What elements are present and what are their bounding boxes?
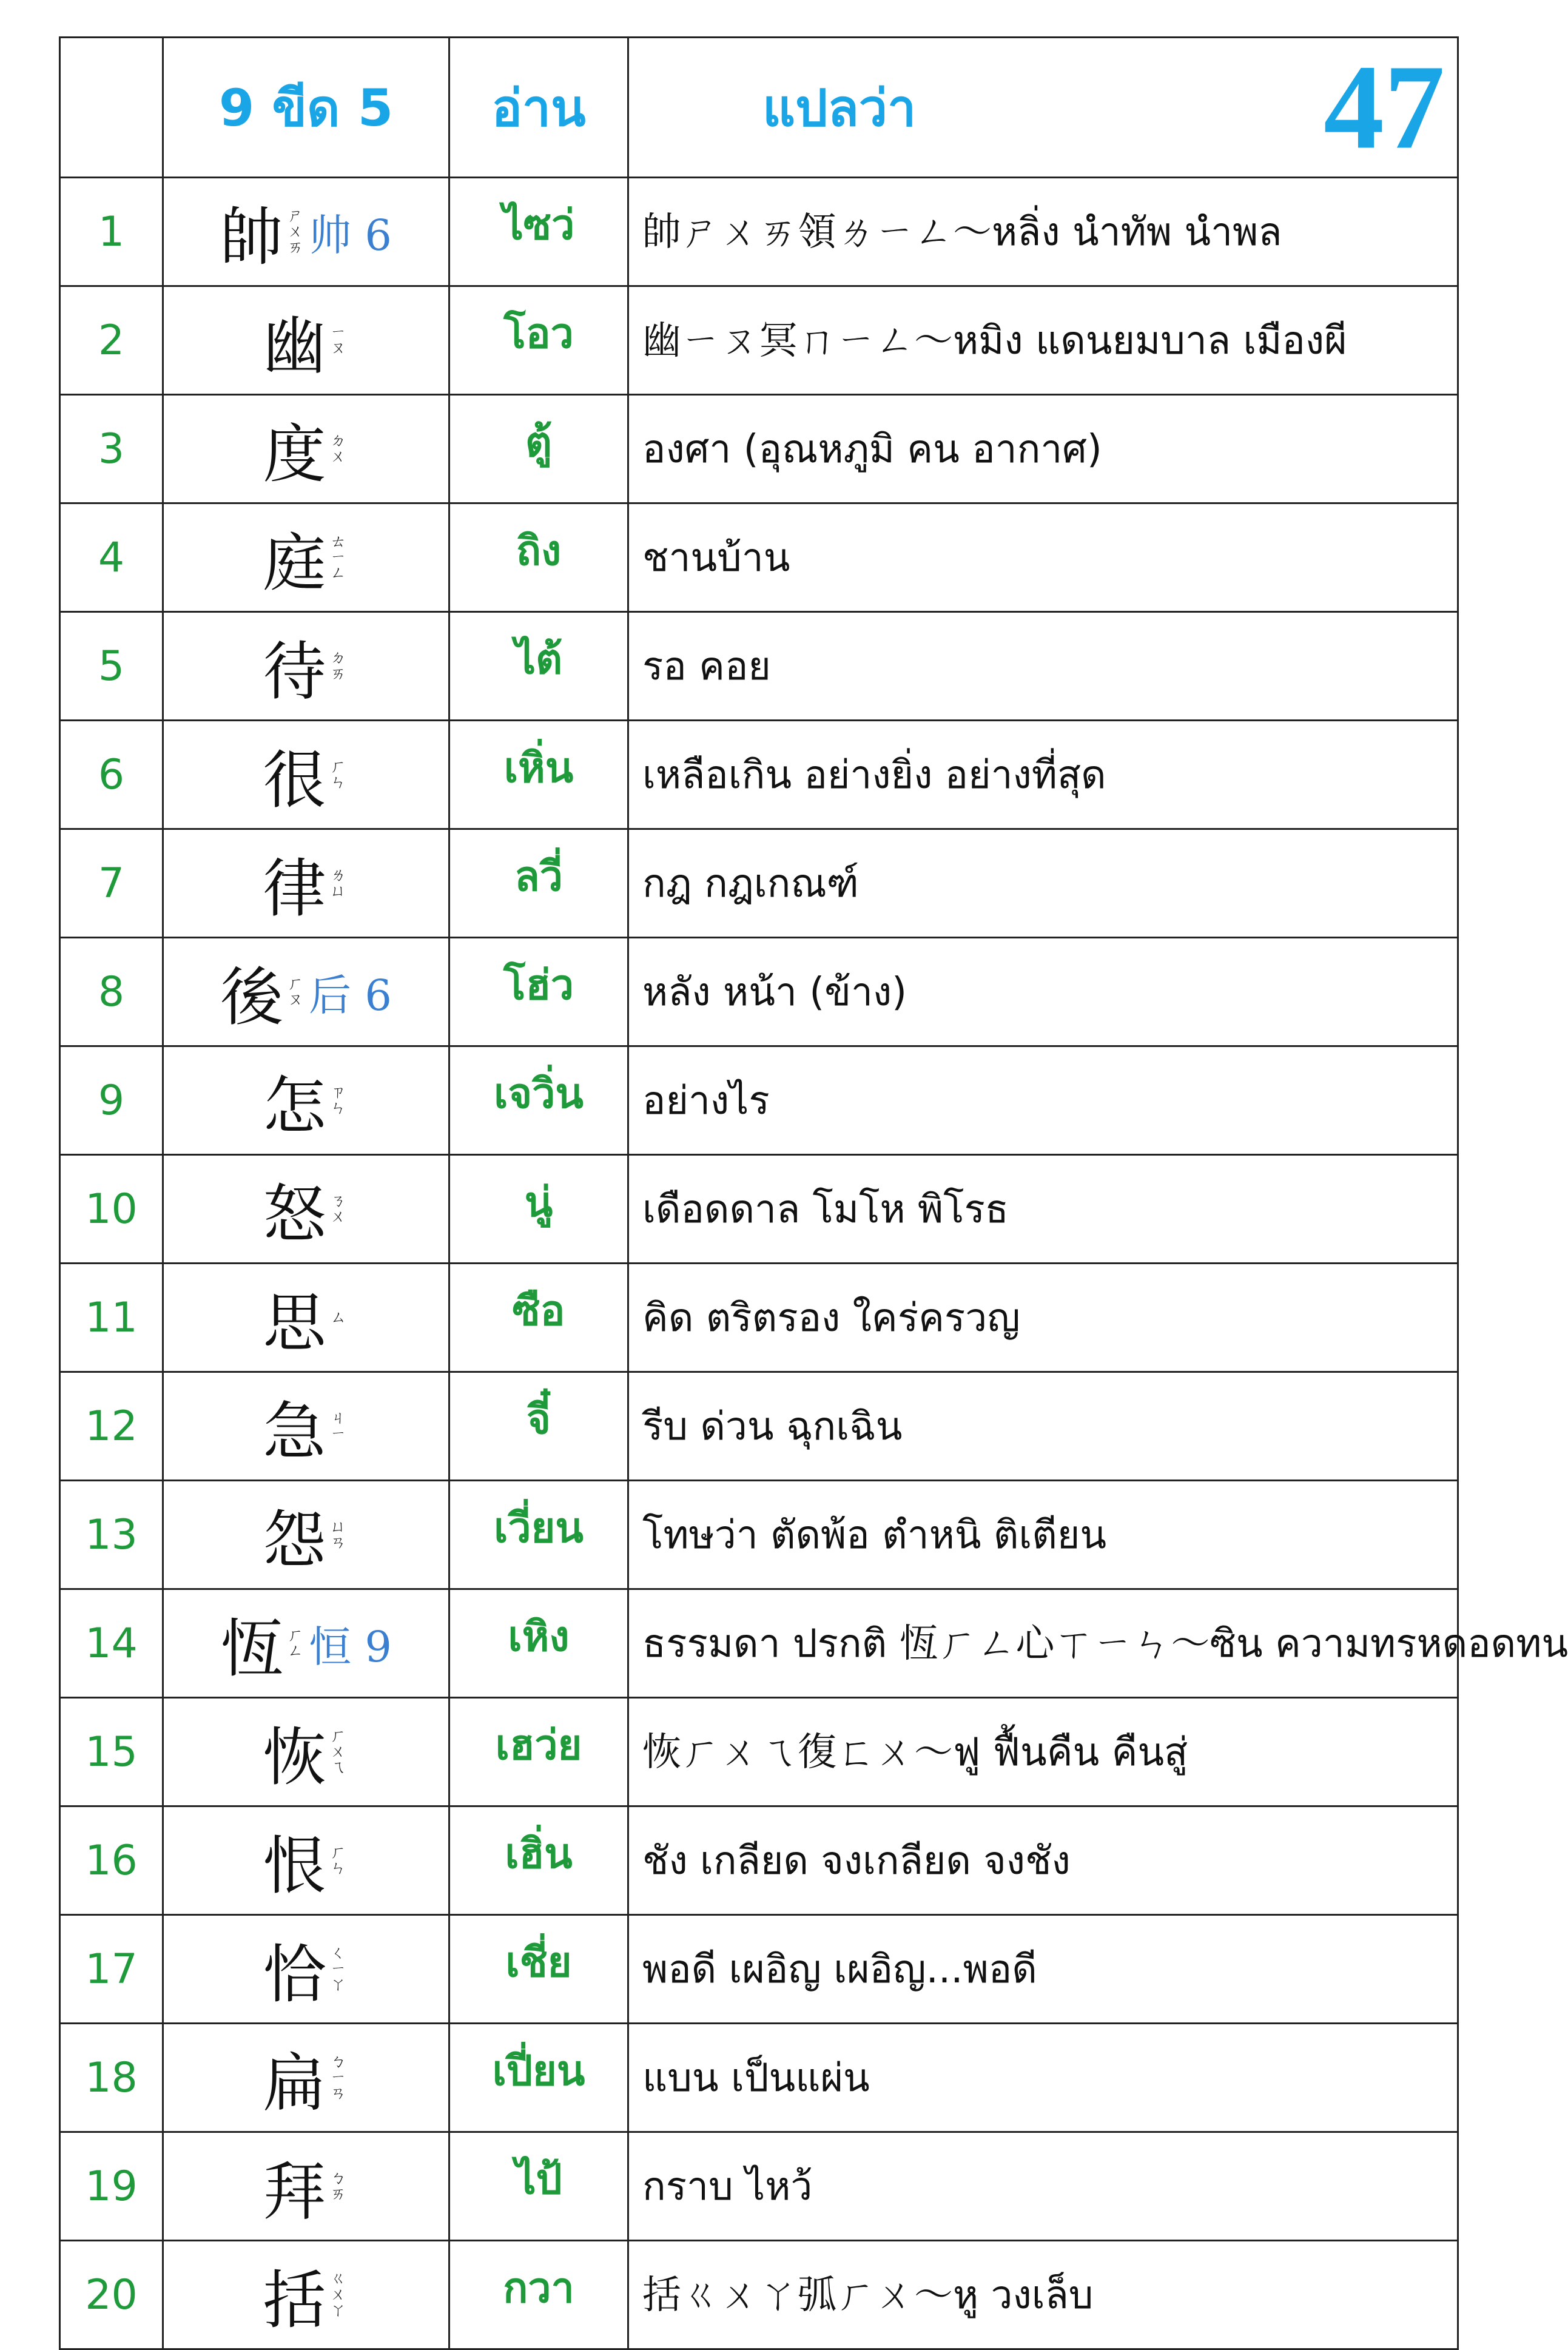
zhuyin: ㄧ ㄡ bbox=[330, 323, 346, 357]
table-row bbox=[60, 178, 1458, 286]
header-hanzi: 9 ขีด 5 bbox=[163, 38, 449, 178]
zhuyin: ㄏ ㄥ bbox=[288, 1626, 304, 1660]
row-number: 8 bbox=[60, 938, 163, 1046]
reading: ไซว่ bbox=[449, 178, 628, 286]
reading: ลวี่ bbox=[449, 829, 628, 938]
zhuyin: ㄏ ㄨ ㄟ bbox=[330, 1727, 346, 1777]
meaning: 帥ㄕㄨㄞ領ㄌㄧㄥ～หลิ่ง นำทัพ นำพล bbox=[628, 178, 1458, 286]
hanzi-cell bbox=[163, 1915, 449, 2024]
reading: เปี่ยน bbox=[449, 2024, 628, 2132]
zhuyin: ㄩ ㄢ bbox=[330, 1518, 346, 1552]
reading: ถิง bbox=[449, 503, 628, 612]
reading: ซือ bbox=[449, 1264, 628, 1372]
reading: ตู้ bbox=[449, 395, 628, 503]
zhuyin: ㄏ ㄣ bbox=[330, 758, 346, 792]
table-row bbox=[60, 2132, 1458, 2241]
meaning: รีบ ด่วน ฉุกเฉิน bbox=[628, 1372, 1458, 1481]
hanzi-cell bbox=[163, 1046, 449, 1155]
hanzi-cell bbox=[163, 2024, 449, 2132]
meaning: 括ㄍㄨㄚ弧ㄏㄨ～หู วงเล็บ bbox=[628, 2241, 1458, 2349]
zhuyin: ㄅ ㄧ ㄢ bbox=[330, 2053, 346, 2103]
hanzi-char: 律 bbox=[263, 852, 326, 926]
header-meaning-cell bbox=[628, 38, 1458, 178]
row-number: 18 bbox=[60, 2024, 163, 2132]
hanzi-char: 很 bbox=[263, 743, 326, 817]
table-row bbox=[60, 286, 1458, 395]
table-row bbox=[60, 1698, 1458, 1806]
meaning: โทษว่า ตัดพ้อ ตำหนิ ติเตียน bbox=[628, 1481, 1458, 1589]
meaning: คิด ตริตรอง ใคร่ครวญ bbox=[628, 1264, 1458, 1372]
reading: จี๋ bbox=[449, 1372, 628, 1481]
meaning: หลัง หน้า (ข้าง) bbox=[628, 938, 1458, 1046]
hanzi-char: 怨 bbox=[263, 1503, 326, 1577]
table-row bbox=[60, 721, 1458, 829]
meaning: เหลือเกิน อย่างยิ่ง อย่างที่สุด bbox=[628, 721, 1458, 829]
row-number: 11 bbox=[60, 1264, 163, 1372]
table-row bbox=[60, 829, 1458, 938]
meaning: อย่างไร bbox=[628, 1046, 1458, 1155]
hanzi-char: 恨 bbox=[263, 1829, 326, 1903]
table-row bbox=[60, 395, 1458, 503]
hanzi-char: 幽 bbox=[263, 309, 326, 383]
hanzi-cell bbox=[163, 721, 449, 829]
table-row bbox=[60, 1372, 1458, 1481]
meaning: กฎ กฎเกณฑ์ bbox=[628, 829, 1458, 938]
reading: เวี่ยน bbox=[449, 1481, 628, 1589]
zhuyin: ㄏ ㄡ bbox=[288, 975, 304, 1009]
meaning: ธรรมดา ปรกติ 恆ㄏㄥ心ㄒㄧㄣ～ซิน ความทรหดอดทน bbox=[628, 1589, 1458, 1698]
reading: นู่ bbox=[449, 1155, 628, 1264]
hanzi-cell bbox=[163, 2132, 449, 2241]
meaning: 幽ㄧㄡ冥ㄇㄧㄥ～หมิง แดนยมบาล เมืองผี bbox=[628, 286, 1458, 395]
hanzi-cell bbox=[163, 1481, 449, 1589]
reading: เหิ่น bbox=[449, 721, 628, 829]
hanzi-char: 度 bbox=[263, 417, 326, 491]
reading: เจวิ่น bbox=[449, 1046, 628, 1155]
hanzi-cell bbox=[163, 612, 449, 721]
reading: กวา bbox=[449, 2241, 628, 2349]
table-row bbox=[60, 2024, 1458, 2132]
reading: เฮว่ย bbox=[449, 1698, 628, 1806]
page-number: 47 bbox=[1324, 40, 1445, 175]
table-row bbox=[60, 503, 1458, 612]
zhuyin: ㄌ ㄩ bbox=[330, 866, 346, 900]
row-number: 13 bbox=[60, 1481, 163, 1589]
row-number: 7 bbox=[60, 829, 163, 938]
hanzi-char: 怒 bbox=[263, 1177, 326, 1251]
zhuyin: ㄙ bbox=[330, 1308, 346, 1327]
hanzi-char: 急 bbox=[263, 1395, 326, 1469]
hanzi-cell bbox=[163, 395, 449, 503]
reading: เฮิ่น bbox=[449, 1806, 628, 1915]
row-number: 19 bbox=[60, 2132, 163, 2241]
table-row bbox=[60, 1046, 1458, 1155]
zhuyin: ㄉ ㄞ bbox=[330, 649, 346, 683]
hanzi-cell bbox=[163, 2241, 449, 2349]
header-blank-cell bbox=[60, 38, 163, 178]
row-number: 10 bbox=[60, 1155, 163, 1264]
simplified-variant: 恒 9 bbox=[309, 1621, 392, 1672]
hanzi-char: 恢 bbox=[263, 1720, 326, 1794]
row-number: 12 bbox=[60, 1372, 163, 1481]
row-number: 5 bbox=[60, 612, 163, 721]
table-row bbox=[60, 1264, 1458, 1372]
hanzi-cell bbox=[163, 1264, 449, 1372]
row-number: 15 bbox=[60, 1698, 163, 1806]
hanzi-char: 拜 bbox=[263, 2155, 326, 2229]
zhuyin: ㄅ ㄞ bbox=[330, 2169, 346, 2203]
hanzi-cell bbox=[163, 1155, 449, 1264]
reading: ไต้ bbox=[449, 612, 628, 721]
meaning: เดือดดาล โมโห พิโรธ bbox=[628, 1155, 1458, 1264]
table-row bbox=[60, 1589, 1458, 1698]
table-row bbox=[60, 1806, 1458, 1915]
zhuyin: ㄑ ㄧ ㄚ bbox=[330, 1944, 346, 1994]
hanzi-char: 思 bbox=[263, 1286, 326, 1360]
zhuyin: ㄊ ㄧ ㄥ bbox=[330, 533, 346, 582]
hanzi-char: 怎 bbox=[263, 1069, 326, 1143]
reading: ไป้ bbox=[449, 2132, 628, 2241]
hanzi-cell bbox=[163, 1372, 449, 1481]
meaning: ชัง เกลียด จงเกลียด จงชัง bbox=[628, 1806, 1458, 1915]
header-reading: อ่าน bbox=[449, 38, 628, 178]
meaning: รอ คอย bbox=[628, 612, 1458, 721]
hanzi-cell bbox=[163, 1698, 449, 1806]
meaning: องศา (อุณหภูมิ คน อากาศ) bbox=[628, 395, 1458, 503]
meaning: พอดี เผอิญ เผอิญ...พอดี bbox=[628, 1915, 1458, 2024]
row-number: 17 bbox=[60, 1915, 163, 2024]
row-number: 6 bbox=[60, 721, 163, 829]
hanzi-cell bbox=[163, 503, 449, 612]
row-number: 14 bbox=[60, 1589, 163, 1698]
hanzi-char: 扁 bbox=[263, 2046, 326, 2120]
header-meaning: แปลว่า bbox=[762, 78, 917, 138]
row-number: 9 bbox=[60, 1046, 163, 1155]
hanzi-char: 括 bbox=[263, 2263, 326, 2337]
table-row bbox=[60, 1481, 1458, 1589]
meaning: 恢ㄏㄨㄟ復ㄈㄨ～ฟู ฟื้นคืน คืนสู่ bbox=[628, 1698, 1458, 1806]
hanzi-char: 恆 bbox=[220, 1612, 284, 1686]
zhuyin: ㄏ ㄣ bbox=[330, 1843, 346, 1877]
reading: เหิง bbox=[449, 1589, 628, 1698]
header-row bbox=[60, 38, 1458, 178]
row-number: 20 bbox=[60, 2241, 163, 2349]
row-number: 4 bbox=[60, 503, 163, 612]
simplified-variant: 后 6 bbox=[309, 970, 392, 1020]
reading: เชี่ย bbox=[449, 1915, 628, 2024]
row-number: 16 bbox=[60, 1806, 163, 1915]
table-row bbox=[60, 1155, 1458, 1264]
hanzi-char: 庭 bbox=[263, 526, 326, 600]
zhuyin: ㄉ ㄨ bbox=[330, 432, 346, 466]
table-row bbox=[60, 938, 1458, 1046]
reading: โอว bbox=[449, 286, 628, 395]
table-row bbox=[60, 2241, 1458, 2349]
table-row bbox=[60, 1915, 1458, 2024]
hanzi-char: 恰 bbox=[263, 1938, 326, 2012]
row-number: 3 bbox=[60, 395, 163, 503]
meaning: แบน เป็นแผ่น bbox=[628, 2024, 1458, 2132]
zhuyin: ㄕ ㄨ ㄞ bbox=[288, 207, 304, 257]
hanzi-cell bbox=[163, 178, 449, 286]
vocabulary-table bbox=[59, 36, 1568, 2350]
zhuyin: ㄗ ㄣ bbox=[330, 1083, 346, 1117]
table-row bbox=[60, 612, 1458, 721]
row-number: 2 bbox=[60, 286, 163, 395]
hanzi-char: 帥 bbox=[220, 200, 284, 274]
row-number: 1 bbox=[60, 178, 163, 286]
zhuyin: ㄐ ㄧ bbox=[330, 1409, 346, 1443]
meaning: กราบ ไหว้ bbox=[628, 2132, 1458, 2241]
hanzi-cell bbox=[163, 286, 449, 395]
simplified-variant: 帅 6 bbox=[309, 210, 392, 260]
hanzi-cell bbox=[163, 829, 449, 938]
zhuyin: ㄍ ㄨ ㄚ bbox=[330, 2270, 346, 2320]
zhuyin: ㄋ ㄨ bbox=[330, 1192, 346, 1226]
reading: โฮ่ว bbox=[449, 938, 628, 1046]
hanzi-cell bbox=[163, 1806, 449, 1915]
meaning: ชานบ้าน bbox=[628, 503, 1458, 612]
hanzi-cell bbox=[163, 1589, 449, 1698]
hanzi-char: 待 bbox=[263, 635, 326, 709]
hanzi-char: 後 bbox=[220, 960, 284, 1034]
hanzi-cell bbox=[163, 938, 449, 1046]
